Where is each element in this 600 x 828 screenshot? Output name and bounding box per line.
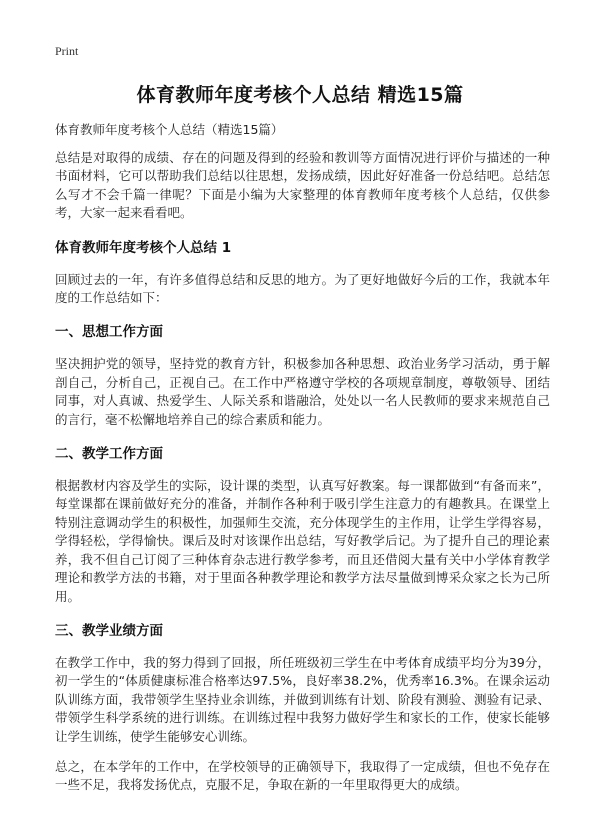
paragraph-results-b: 总之，在本学年的工作中，在学校领导的正确领导下，我取得了一定成绩，但也不免存在一些不足，我将发扬优点，克服不足，争取在新的一年里取得更大的成绩。	[55, 758, 550, 793]
paragraph-results-a: 在教学工作中，我的努力得到了回报，所任班级初三学生在中考体育成绩平均分为39分，初一学生的“体质健康标准合格率达97.5%，良好率38.2%，优秀率16.3%。在课余运动队训练方面，我带领学生坚持业余训练，并做到训练有计划、阶段有测验、测验有记录、带领学生科学系统的进行训练。在训练过程中我努力做好学生和家长的工作，使家长能够让学生训练，使学生能够安心训练。	[55, 654, 550, 744]
page-title: 体育教师年度考核个人总结 精选15篇	[136, 84, 464, 106]
paragraph-thought: 坚决拥护党的领导，坚持党的教育方针，积极参加各种思想、政治业务学习活动，勇于解剖自己，分析自己，正视自己。在工作中严格遵守学校的各项规章制度，尊敬领导、团结同事，对人真诚、热爱学生、人际关系和谐融洽，处处以一名人民教师的要求来规范自己的言行，毫不松懈地培养自己的综合素质和能力。	[55, 356, 550, 427]
print-link[interactable]: Print	[55, 44, 79, 58]
heading-results: 三、教学业绩方面	[55, 622, 163, 639]
heading-thought: 一、思想工作方面	[55, 324, 163, 341]
document-body	[55, 120, 550, 795]
document-subtitle: 体育教师年度考核个人总结（精选15篇）	[55, 122, 284, 137]
heading-teaching: 二、教学工作方面	[55, 446, 163, 463]
opening-paragraph: 回顾过去的一年，有许多值得总结和反思的地方。为了更好地做好今后的工作，我就本年度的工作总结如下：	[55, 271, 550, 306]
intro-paragraph: 总结是对取得的成绩、存在的问题及得到的经验和教训等方面情况进行评价与描述的一种书面材料，它可以帮助我们总结以往思想，发扬成绩，因此好好准备一份总结吧。总结怎么写才不会千篇一律呢？下面是小编为大家整理的体育教师年度考核个人总结，仅供参考，大家一起来看看吧。	[55, 150, 550, 221]
paragraph-teaching: 根据教材内容及学生的实际，设计课的类型，认真写好教案。每一课都做到“有备而来”，每堂课都在课前做好充分的准备，并制作各种利于吸引学生注意力的有趣教具。在课堂上特别注意调动学生的积极性，加强师生交流，充分体现学生的主作用，让学生学得容易，学得轻松，学得愉快。课后及时对该课作出总结，写好教学后记。为了提升自己的理论素养，我不但自己订阅了三种体育杂志进行教学参考，而且还借阅大量有关中小学体育教学理论和教学方法的书籍，对于里面各种教学理论和教学方法尽量做到博采众家之长为己所用。	[55, 478, 550, 604]
section-heading: 体育教师年度考核个人总结 1	[55, 239, 232, 256]
